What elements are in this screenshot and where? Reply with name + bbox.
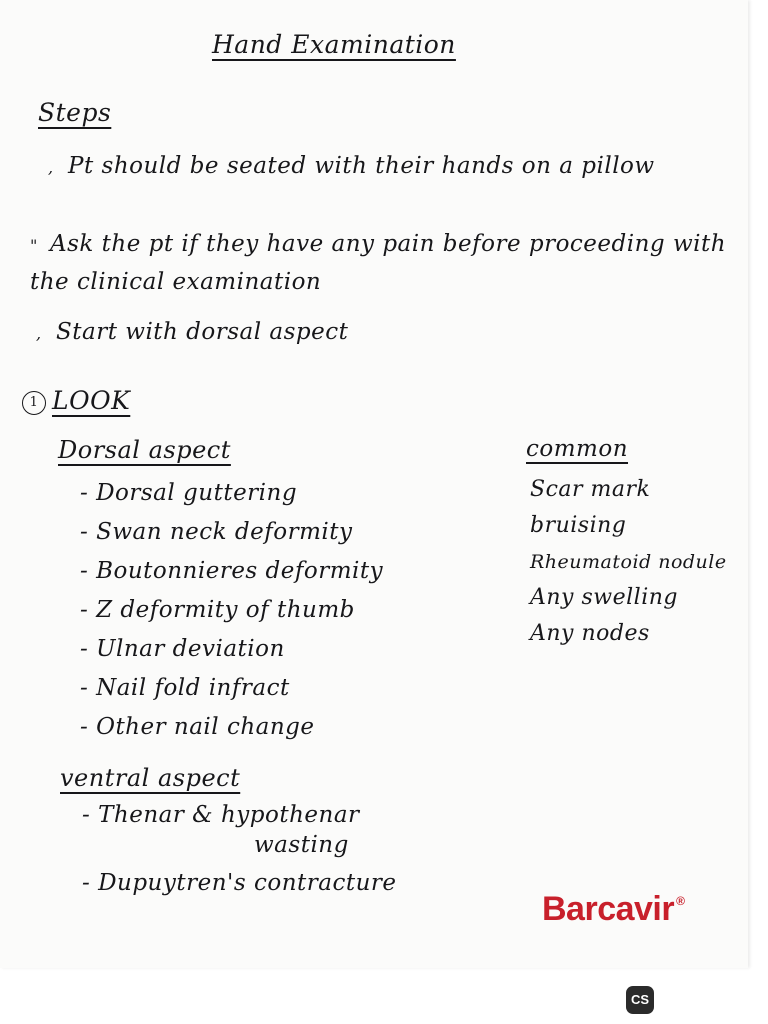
list-item: - Z deformity of thumb <box>80 597 355 623</box>
look-heading <box>22 386 130 415</box>
step-bullet: , <box>48 158 54 177</box>
step-bullet: , <box>36 324 42 343</box>
common-heading: common <box>526 436 629 462</box>
list-item: Rheumatoid nodule <box>530 551 727 573</box>
list-item: Any swelling <box>530 585 678 610</box>
dorsal-aspect-heading: Dorsal aspect <box>58 436 231 464</box>
list-item <box>82 800 397 860</box>
steps-heading: Steps <box>38 98 112 127</box>
list-item: - Ulnar deviation <box>80 636 285 662</box>
look-heading-text: LOOK <box>52 386 131 415</box>
list-item: - Nail fold infract <box>80 675 290 701</box>
step-item <box>48 148 728 186</box>
list-item: - Other nail change <box>80 714 315 740</box>
list-item: Any nodes <box>530 621 650 646</box>
list-item: - Swan neck deformity <box>80 519 353 545</box>
list-item-continuation: wasting <box>254 832 349 858</box>
list-item: - Boutonnieres deformity <box>80 558 384 584</box>
dorsal-aspect-list <box>80 474 383 747</box>
step-text: Start with dorsal aspect <box>56 319 349 345</box>
camscanner-badge-icon: CS <box>626 986 654 1014</box>
list-item-line: - Dupuytren's contracture <box>82 870 397 896</box>
step-item <box>36 314 348 352</box>
step-text: Ask the pt if they have any pain before proceeding with the clinical examination <box>30 231 727 295</box>
common-findings-list <box>530 472 727 652</box>
brand-logo <box>542 890 684 929</box>
step-text: Pt should be seated with their hands on a pillow <box>68 153 655 179</box>
page-title: Hand Examination <box>212 30 456 59</box>
list-item-line: - Thenar & hypothenar <box>82 802 360 828</box>
registered-mark: ® <box>676 894 685 908</box>
step-item <box>30 226 745 300</box>
list-item: bruising <box>530 513 627 538</box>
list-item: Scar mark <box>530 477 651 502</box>
list-item: - Dorsal guttering <box>80 480 298 506</box>
brand-logo-text: Barcavir <box>542 890 675 928</box>
ventral-aspect-list <box>82 800 397 898</box>
step-bullet: " <box>30 236 38 255</box>
section-number-circle: 1 <box>22 391 46 415</box>
ventral-aspect-heading: ventral aspect <box>60 764 241 792</box>
list-item <box>82 868 397 898</box>
